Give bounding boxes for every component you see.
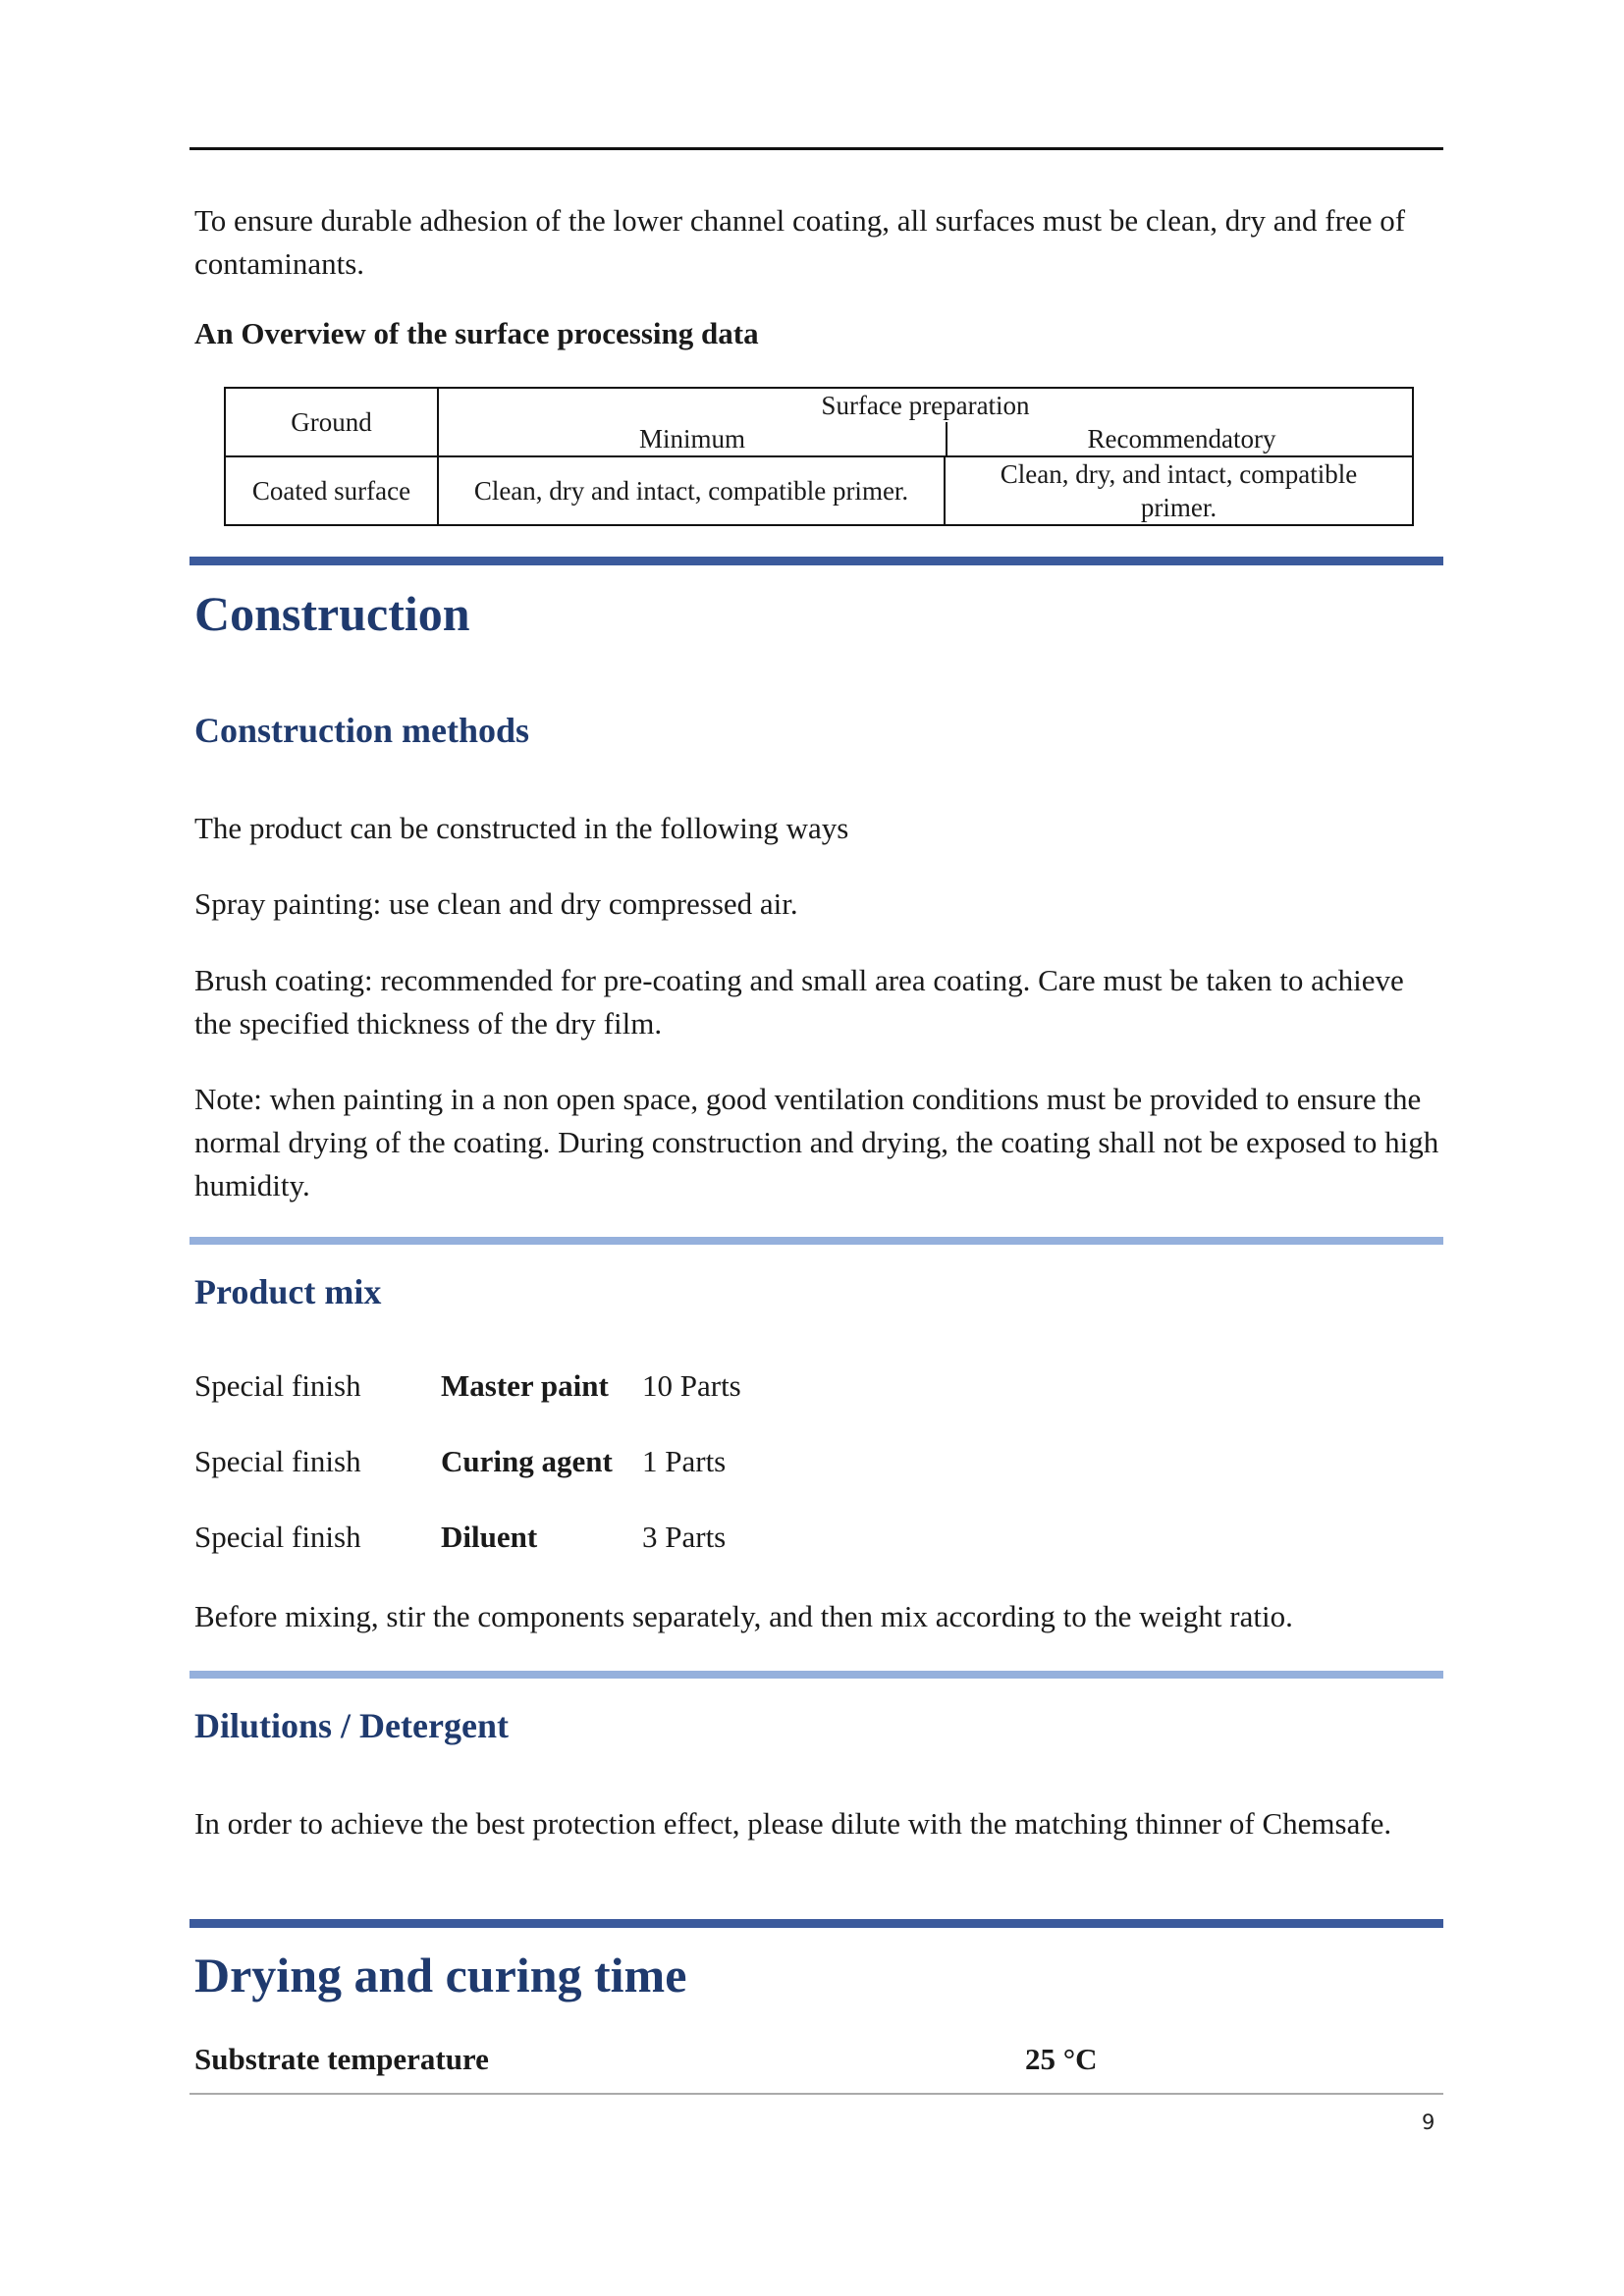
substrate-value: 25 °C — [1025, 2042, 1098, 2076]
subsection-title-product-mix: Product mix — [194, 1272, 382, 1311]
page-number: 9 — [1422, 2110, 1435, 2134]
mix-component: Master paint — [441, 1368, 609, 1403]
mix-ratio: 10 Parts — [642, 1368, 741, 1403]
header-ground: Ground — [225, 388, 438, 456]
mix-product: Special finish — [194, 1444, 361, 1478]
section-rule-drying — [189, 1919, 1443, 1928]
cell-recommendatory: Clean, dry, and intact, compatible primer. — [945, 456, 1413, 525]
brush-coating-text: Brush coating: recommended for pre-coating and small area coating. Care must be taken to achieve the specified thickness of the dry film. — [194, 963, 1404, 1041]
ventilation-note: Note: when painting in a non open space, good ventilation conditions must be provided to ensure the normal drying of the coating. During construction and drying, the coating shall not be exposed to high humidity. — [194, 1082, 1439, 1202]
mix-ratio: 3 Parts — [642, 1520, 727, 1554]
table-row — [225, 456, 1413, 525]
dilution-text: In order to achieve the best protection effect, please dilute with the matching thinner of Chemsafe. — [194, 1806, 1392, 1841]
cell-ground: Coated surface — [225, 456, 438, 525]
spray-painting-text: Spray painting: use clean and dry compressed air. — [194, 886, 798, 921]
header-surface-preparation — [438, 388, 1413, 456]
section-rule-dilutions — [189, 1671, 1443, 1679]
mix-component: Curing agent — [441, 1444, 613, 1478]
header-minimum: Minimum — [638, 424, 745, 454]
section-rule-construction — [189, 557, 1443, 565]
table-header-row — [225, 388, 1413, 456]
section-rule-product-mix — [189, 1237, 1443, 1245]
mix-product: Special finish — [194, 1520, 361, 1554]
substrate-label: Substrate temperature — [194, 2042, 489, 2076]
header-rule — [189, 147, 1443, 150]
mix-product: Special finish — [194, 1368, 361, 1403]
header-recommendatory: Recommendatory — [1087, 424, 1276, 454]
subsection-title-construction-methods: Construction methods — [194, 711, 530, 750]
cell-minimum: Clean, dry and intact, compatible primer. — [438, 456, 945, 525]
subsection-title-dilutions: Dilutions / Detergent — [194, 1706, 509, 1745]
section-title-drying: Drying and curing time — [194, 1948, 687, 2002]
substrate-temperature-row — [189, 2042, 1443, 2095]
mixing-instruction: Before mixing, stir the components separately, and then mix according to the weight ratio. — [194, 1599, 1293, 1633]
surface-preparation-label: Surface preparation — [821, 391, 1030, 420]
table-caption: An Overview of the surface processing data — [194, 316, 759, 350]
surface-processing-table — [224, 387, 1414, 526]
construction-intro: The product can be constructed in the following ways — [194, 811, 849, 845]
adhesion-paragraph: To ensure durable adhesion of the lower channel coating, all surfaces must be clean, dry and free of contaminants. — [194, 203, 1406, 281]
section-title-construction: Construction — [194, 586, 470, 641]
mix-ratio: 1 Parts — [642, 1444, 727, 1478]
mix-component: Diluent — [441, 1520, 538, 1554]
